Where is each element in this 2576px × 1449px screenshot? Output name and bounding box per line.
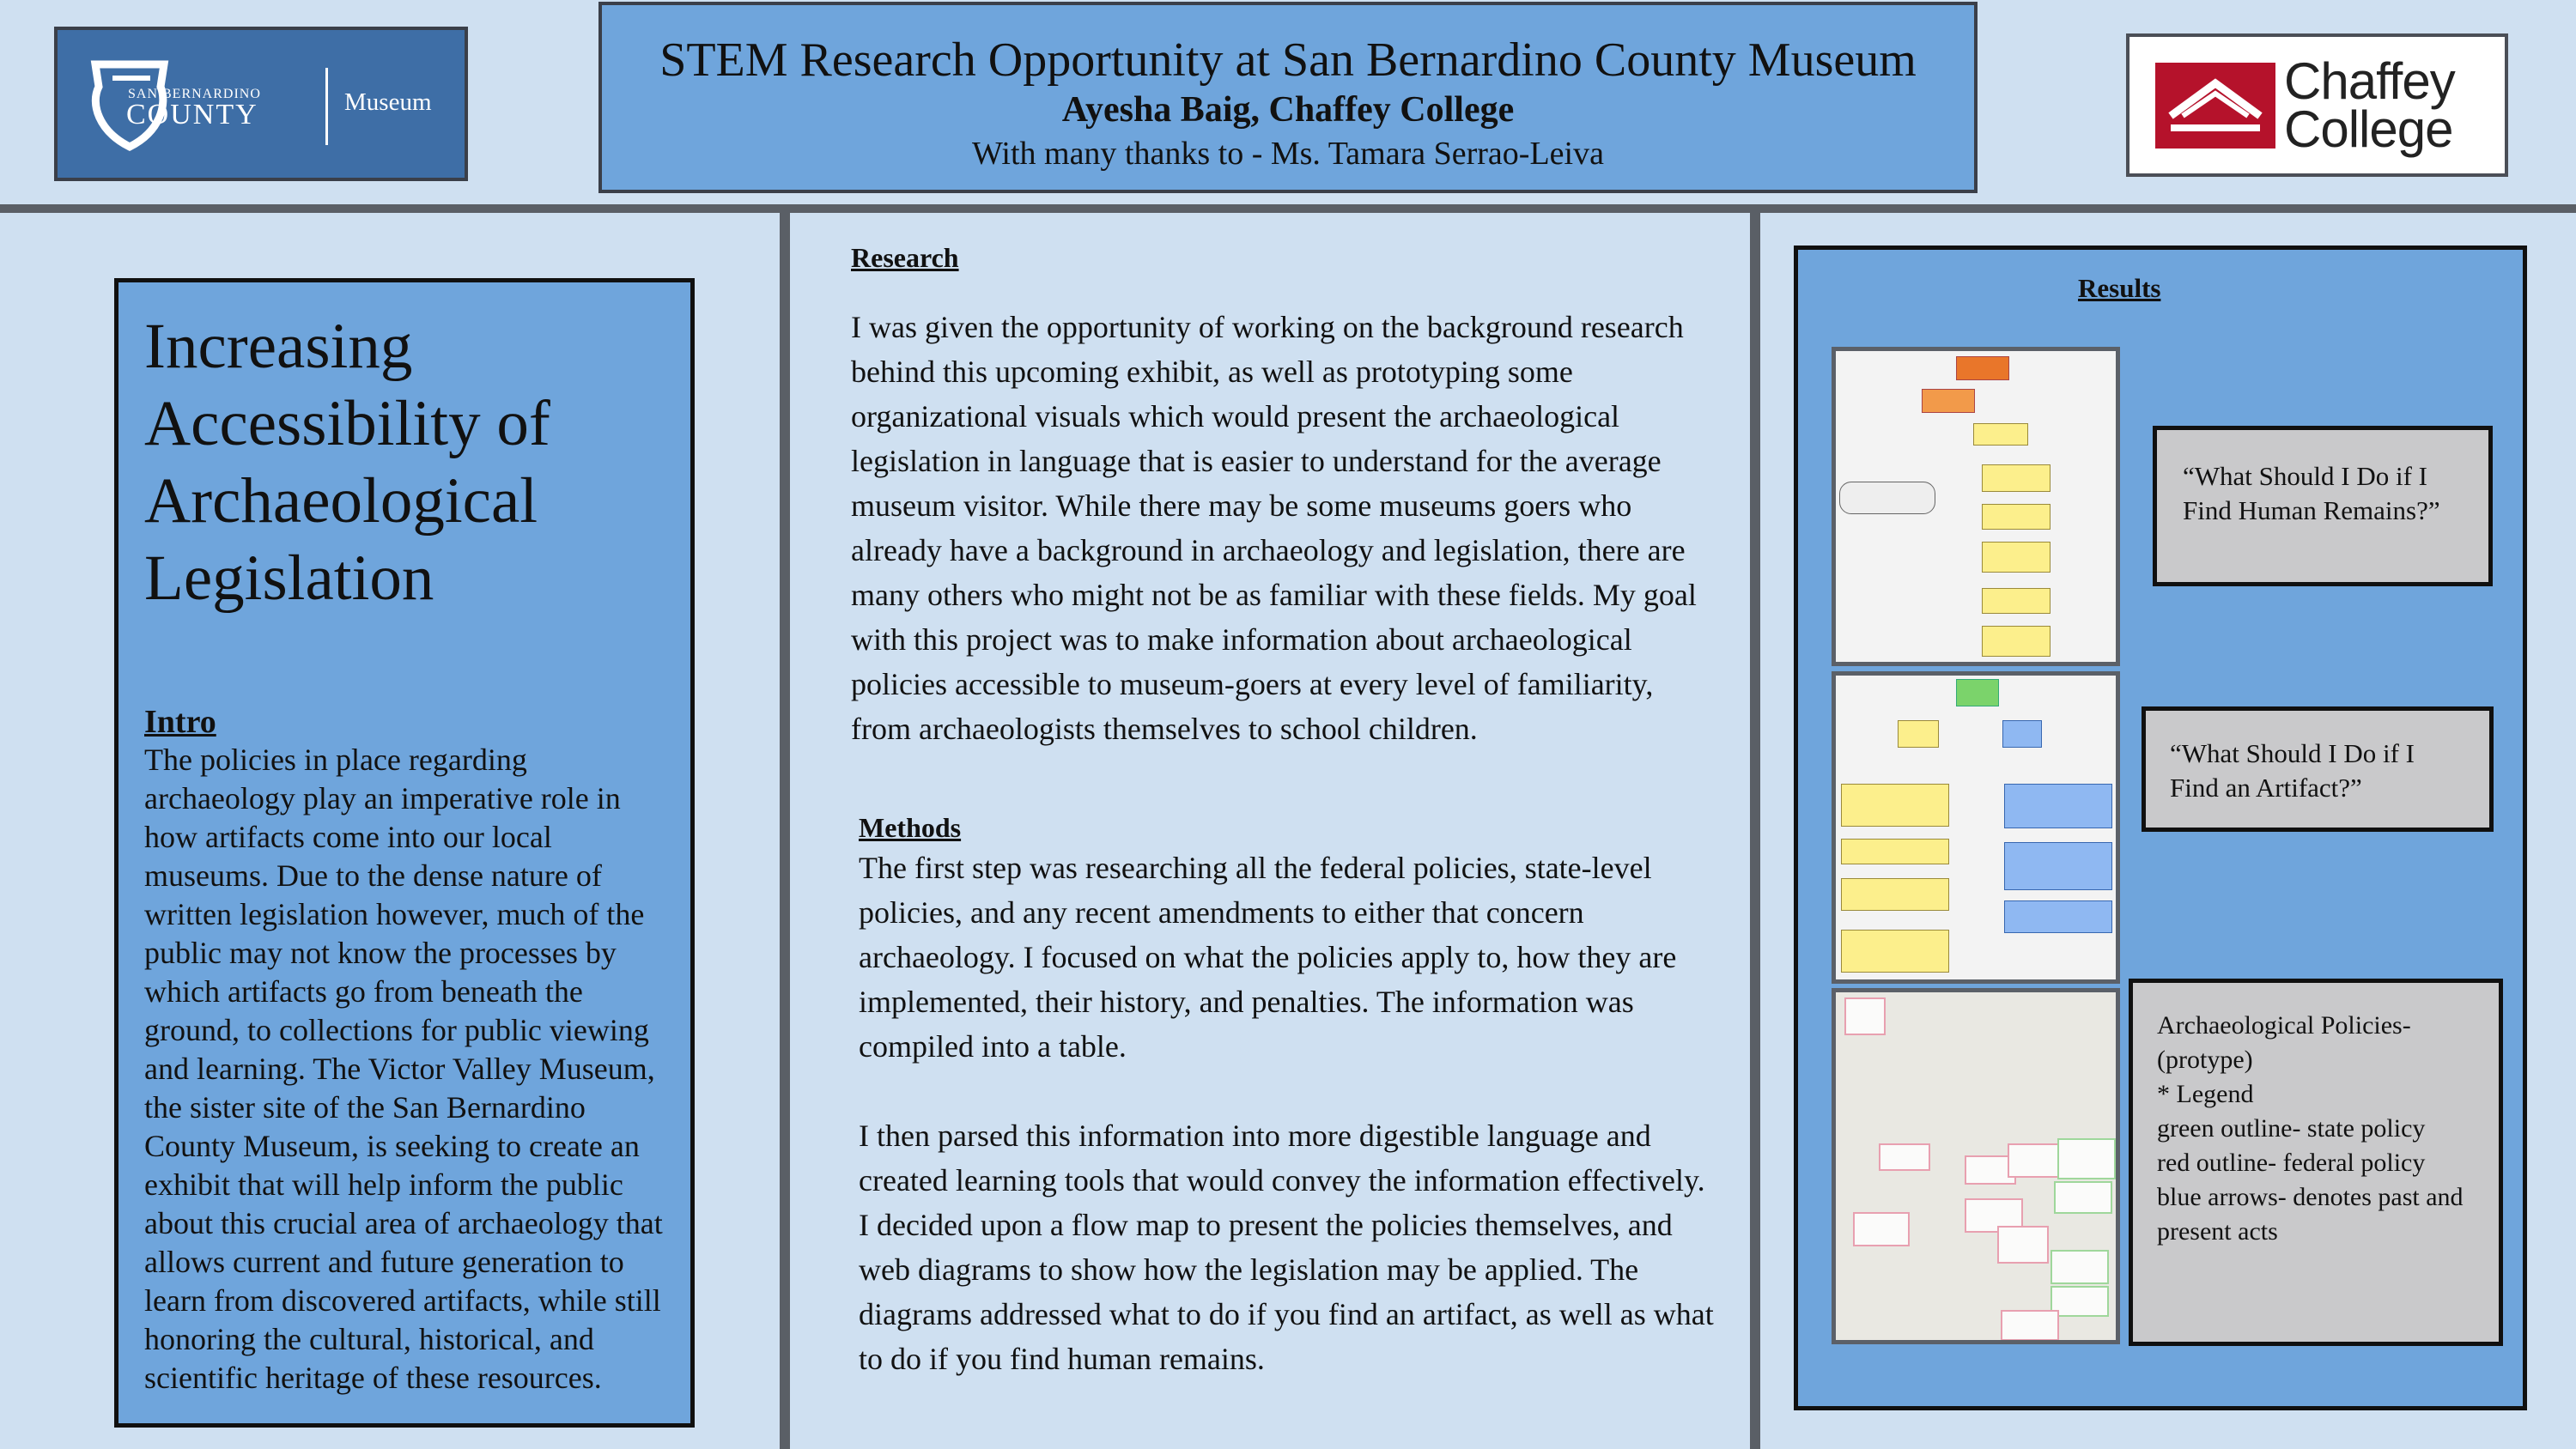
artifact-flowchart-image	[1832, 671, 2120, 984]
logo-county-text: COUNTY	[126, 99, 258, 130]
logo-top-text: SAN BERNARDINO	[128, 87, 261, 101]
poster-author: Ayesha Baig, Chaffey College	[1061, 90, 1515, 130]
poster-thanks: With many thanks to - Ms. Tamara Serrao-Leiva	[972, 136, 1604, 172]
artifact-caption: “What Should I Do if I Find an Artifact?”	[2142, 706, 2494, 832]
methods-text	[859, 846, 1717, 1426]
poster-title-box	[598, 2, 1978, 193]
human-remains-flowchart-image	[1832, 347, 2120, 666]
column-divider-left	[780, 213, 790, 1449]
intro-text: The policies in place regarding archaeology play an imperative role in how artifacts come into our local museums. Due to the dense nature of written legislation however, much of the public may not know the processes by which artifacts go from beneath the ground, to collections for public viewing and learning. The Victor Valley Museum, the sister site of the San Bernardino County Museum, is seeking to create an exhibit that will help inform the public about this crucial area of archaeology that allows current and future generation to learn from discovered artifacts, while still honoring the cultural, historical, and scientific heritage of these resources.	[144, 743, 663, 1395]
chaffey-college-logo	[2126, 33, 2508, 177]
column-divider-right	[1750, 213, 1760, 1449]
logo-museum-text: Museum	[344, 88, 432, 116]
legend-red: red outline- federal policy	[2157, 1149, 2426, 1177]
title-panel	[114, 278, 695, 1428]
intro-heading: Intro	[144, 704, 216, 740]
policies-caption	[2129, 979, 2503, 1346]
methods-paragraph-1: The first step was researching all the federal policies, state-level policies, and any recent amendments to either that concern archaeology. I focused on what the policies apply to, how they are implemented, their history, and penalties. The information was compiled into a table.	[859, 851, 1677, 1064]
legend-heading: * Legend	[2157, 1080, 2254, 1108]
header-divider	[0, 204, 2576, 213]
methods-heading: Methods	[859, 812, 962, 843]
chaffey-house-icon	[2155, 63, 2275, 149]
main-title: Increasing Accessibility of Archaeological Legislation	[144, 311, 550, 614]
results-heading: Results	[2078, 273, 2161, 303]
legend-green: green outline- state policy	[2157, 1114, 2426, 1143]
methods-paragraph-2: I then parsed this information into more digestible language and created learning tools that would convey the information effectively. I decided upon a flow map to present the policies themselves, and web diagrams to show how the legislation may be applied. The diagrams addressed what to do if you find an artifact, as well as what to do if you find human remains.	[859, 1119, 1714, 1376]
logo-divider	[325, 68, 328, 145]
san-bernardino-county-museum-logo	[54, 27, 468, 181]
policies-caption-title: Archaeological Policies- (protype)	[2157, 1011, 2411, 1074]
poster-title: STEM Research Opportunity at San Bernardino County Museum	[659, 33, 1917, 87]
chaffey-logo-line1: Chaffey	[2284, 52, 2455, 110]
chaffey-logo-line2: College	[2284, 100, 2453, 158]
human-remains-caption: “What Should I Do if I Find Human Remains?”	[2153, 426, 2493, 586]
research-text: I was given the opportunity of working on the background research behind this upcoming exhibit, as well as prototyping some organizational visuals which would present the archaeological legislation in language that is easier to understand for the average museum visitor. While there may be some museums goers who already have a background in archaeology and legislation, there are many others who might not be as familiar with these fields. My goal with this project was to make information about archaeological policies accessible to museum-goers at every level of familiarity, from archaeologists themselves to school children.	[851, 310, 1697, 746]
policies-prototype-photo	[1832, 988, 2120, 1344]
research-heading: Research	[851, 242, 959, 273]
legend-blue: blue arrows- denotes past and present acts	[2157, 1183, 2464, 1246]
